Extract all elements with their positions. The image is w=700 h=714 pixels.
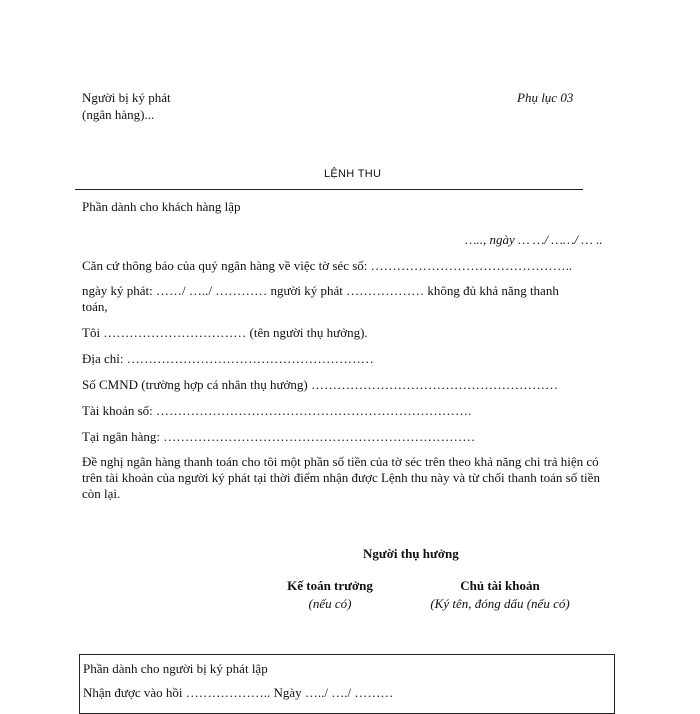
issuer-section-heading: Phần dành cho người bị ký phát lập: [83, 661, 268, 676]
appendix-label: Phụ lục 03: [517, 90, 574, 105]
received-time-line: Nhận được vào hồi ……………….. Ngày …../ …./ ………: [83, 685, 394, 700]
chief-accountant-label: Kế toán trưởng: [287, 578, 373, 593]
issue-date-line: ngày ký phát: ……/ …../ ………… người ký phát ……………… không đủ khả năng thanh: [82, 283, 559, 298]
document-title: LỆNH THU: [324, 168, 382, 180]
title-divider: [75, 189, 583, 190]
issuer-bank-label: (ngân hàng)...: [82, 107, 155, 122]
account-holder-label: Chủ tài khoản: [460, 578, 540, 593]
address-line: Địa chỉ: …………………………………………………: [82, 351, 374, 366]
account-holder-note: (Ký tên, đóng dấu (nếu có): [430, 596, 570, 611]
chief-accountant-note: (nếu có): [308, 596, 352, 611]
payee-line: Tôi …………………………… (tên người thụ hưởng).: [82, 325, 368, 340]
request-paragraph: Đề nghị ngân hàng thanh toán cho tôi một phần số tiền của tờ séc trên theo khả năng chi trả hiện có trên tài khoản của người ký phát tại thời điểm nhận được Lệnh thu này và từ chối thanh toán số tiền còn lại.: [82, 454, 600, 501]
payee-signature-heading: Người thụ hưởng: [363, 546, 459, 561]
bank-line: Tại ngân hàng: ………………………………………………………………: [82, 429, 476, 444]
id-number-line: Số CMND (trường hợp cá nhân thụ hưởng) …………………………………………………: [82, 377, 558, 392]
date-line: ….., ngày … …/ ……/ … ..: [465, 232, 603, 247]
customer-section-heading: Phần dành cho khách hàng lập: [82, 199, 241, 214]
issuer-section-box: [79, 654, 615, 714]
check-number-line: Căn cứ thông báo của quý ngân hàng về việc tờ séc số: ………………………………………..: [82, 258, 573, 273]
issue-date-line-cont: toán,: [82, 299, 108, 314]
issuer-label: Người bị ký phát: [82, 90, 171, 105]
account-number-line: Tài khoản số: ……………………………………………………………….: [82, 403, 472, 418]
